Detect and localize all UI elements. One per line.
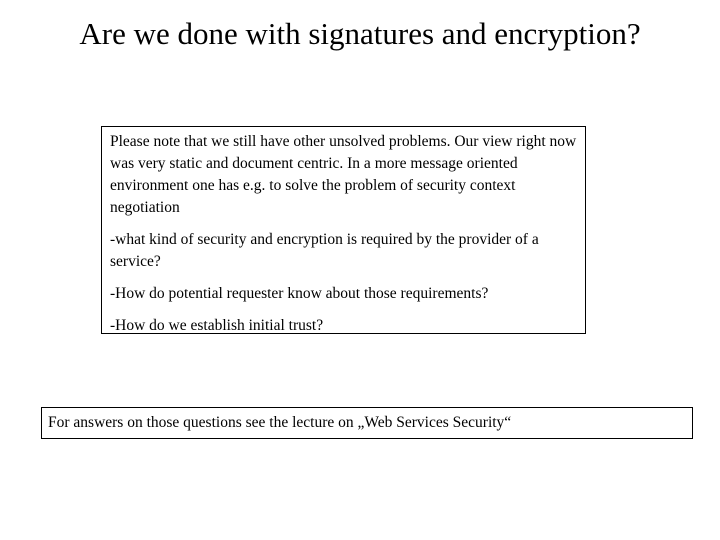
question-initial-trust: -How do we establish initial trust?: [110, 317, 324, 334]
question-security-requirements: -what kind of security and encryption is required by the provider of a service?: [110, 231, 539, 270]
slide-title: Are we done with signatures and encryption?: [79, 16, 641, 51]
lecture-reference-text: For answers on those questions see the lecture on „Web Services Security“: [48, 414, 512, 431]
problems-text-box: [101, 126, 586, 334]
lecture-reference-box: [41, 407, 693, 439]
question-requester-knowledge: -How do potential requester know about those requirements?: [110, 285, 489, 302]
intro-paragraph: Please note that we still have other unsolved problems. Our view right now was very static and document centric. In a more message oriented environment one has e.g. to solve the problem of security context negotiation: [110, 133, 577, 216]
